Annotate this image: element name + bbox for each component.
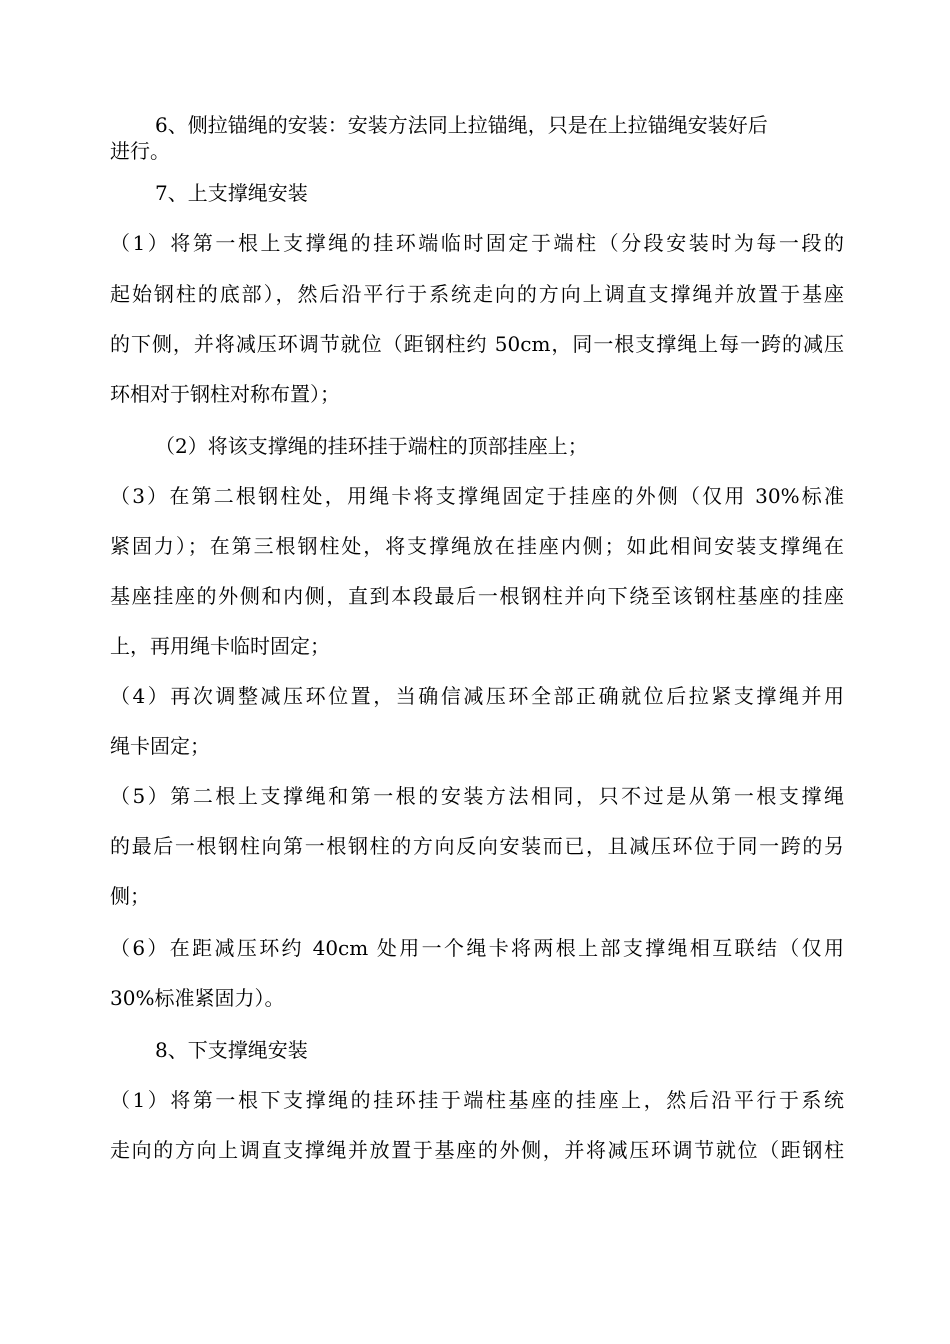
- paragraph-7-3-line-4: 上，再用绳卡临时固定；: [110, 634, 330, 658]
- section-8-heading: 8、下支撑绳安装: [155, 1038, 308, 1062]
- section-6-heading-line-2: 进行。: [110, 139, 170, 163]
- paragraph-7-3-line-3: 基座挂座的外侧和内侧，直到本段最后一根钢柱并向下绕至该钢柱基座的挂座: [110, 584, 844, 608]
- paragraph-8-1-line-2: 走向的方向上调直支撑绳并放置于基座的外侧，并将减压环调节就位（距钢柱: [110, 1138, 844, 1162]
- paragraph-7-5-line-2: 的最后一根钢柱向第一根钢柱的方向反向安装而已，且减压环位于同一跨的另: [110, 834, 844, 858]
- paragraph-7-5-line-1: （5）第二根上支撑绳和第一根的安装方法相同，只不过是从第一根支撑绳: [110, 784, 844, 808]
- section-7-heading: 7、上支撑绳安装: [155, 181, 308, 205]
- paragraph-7-3-line-1: （3）在第二根钢柱处，用绳卡将支撑绳固定于挂座的外侧（仅用 30%标准: [110, 484, 844, 508]
- paragraph-7-4-line-2: 绳卡固定；: [110, 734, 210, 758]
- paragraph-7-2: （2）将该支撑绳的挂环挂于端柱的顶部挂座上；: [155, 434, 588, 458]
- paragraph-7-1-line-3: 的下侧，并将减压环调节就位（距钢柱约 50cm，同一根支撑绳上每一跨的减压: [110, 332, 844, 356]
- paragraph-7-6-line-2: 30%标准紧固力）。: [110, 986, 285, 1010]
- paragraph-7-4-line-1: （4）再次调整减压环位置，当确信减压环全部正确就位后拉紧支撑绳并用: [110, 684, 844, 708]
- paragraph-7-6-line-1: （6）在距减压环约 40cm 处用一个绳卡将两根上部支撑绳相互联结（仅用: [110, 936, 844, 960]
- paragraph-7-1-line-2: 起始钢柱的底部），然后沿平行于系统走向的方向上调直支撑绳并放置于基座: [110, 282, 844, 306]
- paragraph-8-1-line-1: （1）将第一根下支撑绳的挂环挂于端柱基座的挂座上，然后沿平行于系统: [110, 1088, 844, 1112]
- section-6-heading-line-1: 6、侧拉锚绳的安装：安装方法同上拉锚绳，只是在上拉锚绳安装好后: [155, 113, 768, 137]
- paragraph-7-1-line-1: （1）将第一根上支撑绳的挂环端临时固定于端柱（分段安装时为每一段的: [110, 231, 844, 255]
- paragraph-7-1-line-4: 环相对于钢柱对称布置）；: [110, 382, 340, 406]
- paragraph-7-3-line-2: 紧固力）；在第三根钢柱处，将支撑绳放在挂座内侧；如此相间安装支撑绳在: [110, 534, 844, 558]
- paragraph-7-5-line-3: 侧；: [110, 884, 150, 908]
